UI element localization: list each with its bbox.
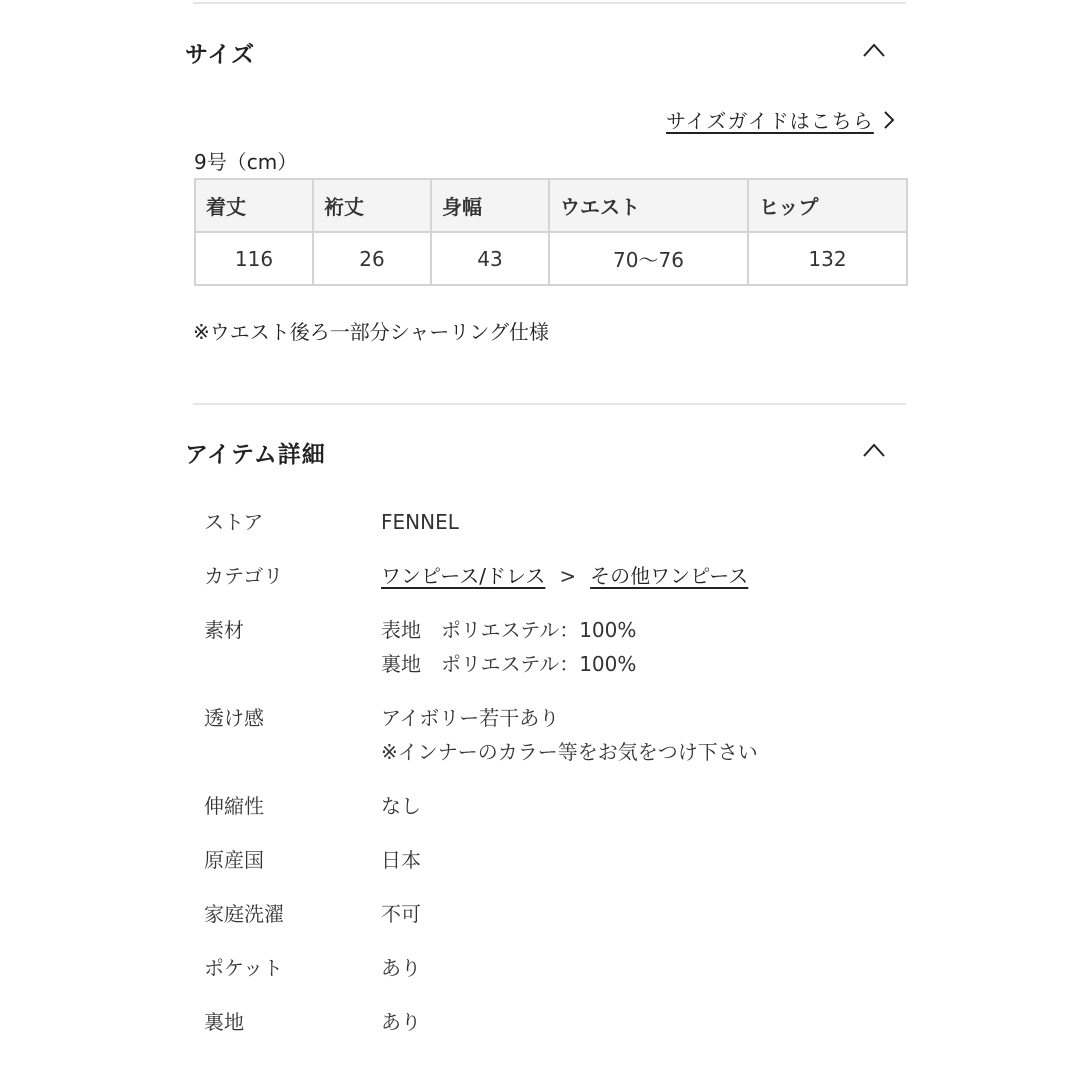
- detail-row-store: [204, 505, 904, 539]
- category-link-dress[interactable]: ワンピース/ドレス: [381, 564, 546, 588]
- top-divider: [193, 2, 906, 4]
- size-table: [194, 178, 908, 286]
- item-details-title: アイテム詳細: [185, 442, 326, 468]
- value-width: 43: [431, 232, 549, 285]
- value-hip: 132: [748, 232, 907, 285]
- detail-row-pocket: [204, 951, 904, 985]
- detail-row-washing: [204, 897, 904, 931]
- detail-value: あり: [381, 1010, 421, 1034]
- detail-label: ストア: [204, 510, 264, 534]
- detail-row-origin: [204, 843, 904, 877]
- detail-row-category: [204, 559, 904, 593]
- detail-label: 素材: [204, 618, 244, 642]
- detail-label: カテゴリ: [204, 564, 284, 588]
- value-sleeve: 26: [313, 232, 431, 285]
- sheerness-value: アイボリー若干あり: [381, 706, 560, 730]
- item-details-list: [204, 505, 904, 1059]
- header-waist: ウエスト: [549, 179, 748, 232]
- section-divider: [193, 403, 906, 405]
- detail-value: あり: [381, 956, 421, 980]
- detail-value: 不可: [381, 902, 421, 926]
- detail-row-material: [204, 613, 904, 681]
- detail-value: [381, 701, 904, 769]
- detail-row-stretch: [204, 789, 904, 823]
- header-sleeve: 裄丈: [313, 179, 431, 232]
- detail-value: なし: [381, 794, 421, 818]
- detail-value: [381, 559, 904, 593]
- detail-label: ポケット: [204, 956, 283, 980]
- chevron-up-icon[interactable]: [862, 442, 886, 458]
- material-lining: 裏地 ポリエステル：100%: [381, 652, 637, 676]
- size-table-value-row: [195, 232, 907, 285]
- detail-value: 日本: [381, 848, 421, 872]
- detail-label: 原産国: [204, 848, 264, 872]
- header-hip: ヒップ: [748, 179, 907, 232]
- detail-row-lining: [204, 1005, 904, 1039]
- material-outer: 表地 ポリエステル：100%: [381, 618, 637, 642]
- detail-label: 伸縮性: [204, 794, 264, 818]
- size-guide-link[interactable]: [666, 105, 896, 134]
- chevron-up-icon[interactable]: [862, 42, 886, 58]
- size-note: ※ウエスト後ろ一部分シャーリング仕様: [193, 320, 549, 344]
- value-waist: 70〜76: [549, 232, 748, 285]
- detail-value: [381, 613, 904, 681]
- detail-label: 透け感: [204, 706, 264, 730]
- header-width: 身幅: [431, 179, 549, 232]
- size-guide-link-text[interactable]: サイズガイドはこちら: [666, 109, 874, 133]
- detail-row-sheerness: [204, 701, 904, 769]
- detail-label: 裏地: [204, 1010, 244, 1034]
- header-length: 着丈: [195, 179, 313, 232]
- sheerness-note: ※インナーのカラー等をお気をつけ下さい: [381, 740, 758, 764]
- chevron-right-icon[interactable]: [882, 110, 896, 130]
- size-table-header-row: [195, 179, 907, 232]
- value-length: 116: [195, 232, 313, 285]
- size-caption: 9号（cm）: [194, 150, 298, 174]
- size-section-title: サイズ: [185, 42, 256, 68]
- category-link-other-dress[interactable]: その他ワンピース: [590, 564, 749, 588]
- detail-value: FENNEL: [381, 510, 459, 534]
- breadcrumb-separator: >: [559, 564, 577, 588]
- detail-label: 家庭洗濯: [204, 902, 284, 926]
